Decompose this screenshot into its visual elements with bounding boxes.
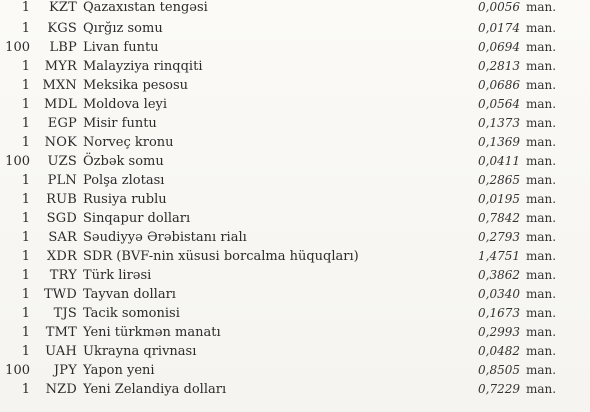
rate-value: 0,0564 (478, 97, 520, 111)
rate-value: 0,7842 (478, 211, 520, 225)
currency-code: SGD (46, 211, 77, 226)
rate-value: 0,0174 (478, 21, 520, 35)
rate-unit: man. (526, 192, 557, 206)
quantity: 1 (21, 0, 30, 15)
quantity: 1 (21, 268, 30, 283)
rate-unit: man. (526, 40, 557, 54)
currency-code: JPY (53, 363, 77, 378)
quantity: 1 (21, 249, 30, 264)
currency-name: Sinqapur dolları (83, 211, 191, 226)
currency-name: Türk lirəsi (83, 268, 152, 283)
currency-name: Norveç kronu (83, 135, 174, 150)
currency-name: Yapon yeni (83, 363, 155, 378)
rate-unit: man. (526, 382, 557, 396)
currency-code: LBP (49, 40, 77, 55)
table-row (0, 380, 590, 399)
currency-name: Qazaxıstan tengəsi (83, 0, 208, 15)
currency-code: RUB (46, 192, 77, 207)
currency-code: PLN (47, 173, 77, 188)
rate-unit: man. (526, 287, 557, 301)
quantity: 1 (21, 306, 30, 321)
currency-code: TMT (45, 325, 77, 340)
currency-code: TRY (49, 268, 77, 283)
currency-code: KZT (48, 0, 77, 15)
quantity: 100 (5, 363, 30, 378)
currency-code: UZS (47, 154, 77, 169)
table-row (0, 342, 590, 361)
currency-name: Polşa zlotası (83, 173, 165, 188)
rate-unit: man. (526, 78, 557, 92)
quantity: 1 (21, 192, 30, 207)
rate-unit: man. (526, 344, 557, 358)
rate-unit: man. (526, 59, 557, 73)
currency-name: Livan funtu (83, 40, 159, 55)
currency-name: SDR (BVF-nin xüsusi borcalma hüquqları) (83, 249, 359, 264)
currency-code: NZD (45, 382, 77, 397)
currency-name: Moldova leyi (83, 97, 168, 112)
rate-unit: man. (526, 325, 557, 339)
rate-unit: man. (526, 0, 557, 14)
quantity: 1 (21, 325, 30, 340)
currency-name: Rusiya rublu (83, 192, 167, 207)
table-row (0, 19, 590, 38)
quantity: 1 (21, 116, 30, 131)
table-row (0, 190, 590, 209)
table-row (0, 266, 590, 285)
rate-unit: man. (526, 154, 557, 168)
table-row (0, 323, 590, 342)
currency-code: MDL (44, 97, 77, 112)
currency-code: MXN (42, 78, 77, 93)
rate-value: 0,0195 (478, 192, 520, 206)
table-row (0, 304, 590, 323)
quantity: 100 (5, 40, 30, 55)
currency-name: Yeni Zelandiya dolları (83, 382, 227, 397)
rate-value: 0,0411 (478, 154, 520, 168)
rate-unit: man. (526, 135, 557, 149)
rate-unit: man. (526, 249, 557, 263)
quantity: 100 (5, 154, 30, 169)
rate-value: 0,0694 (478, 40, 520, 54)
quantity: 1 (21, 344, 30, 359)
quantity: 1 (21, 59, 30, 74)
rate-unit: man. (526, 230, 557, 244)
currency-code: UAH (45, 344, 77, 359)
rate-unit: man. (526, 268, 557, 282)
currency-code: SAR (48, 230, 77, 245)
rate-value: 0,0482 (478, 344, 520, 358)
currency-name: Səudiyyə Ərəbistanı rialı (83, 230, 247, 245)
currency-name: Misir funtu (83, 116, 157, 131)
table-row (0, 361, 590, 380)
table-row (0, 0, 590, 17)
currency-name: Yeni türkmən manatı (83, 325, 221, 340)
currency-code: XDR (46, 249, 77, 264)
table-row (0, 95, 590, 114)
currency-code: NOK (44, 135, 77, 150)
rate-unit: man. (526, 21, 557, 35)
rate-value: 0,2865 (478, 173, 520, 187)
rate-unit: man. (526, 97, 557, 111)
quantity: 1 (21, 21, 30, 36)
currency-code: EGP (47, 116, 77, 131)
table-row (0, 57, 590, 76)
rate-value: 0,0056 (478, 0, 520, 14)
table-row (0, 171, 590, 190)
table-row (0, 209, 590, 228)
currency-name: Meksika pesosu (83, 78, 189, 93)
rate-value: 0,1373 (478, 116, 520, 130)
rate-value: 1,4751 (478, 249, 520, 263)
currency-code: KGS (47, 21, 77, 36)
table-row (0, 152, 590, 171)
quantity: 1 (21, 382, 30, 397)
table-row (0, 38, 590, 57)
rate-value: 0,8505 (478, 363, 520, 377)
rate-value: 0,2813 (478, 59, 520, 73)
rate-unit: man. (526, 363, 557, 377)
table-row (0, 114, 590, 133)
currency-name: Ukrayna qrivnası (83, 344, 197, 359)
rate-unit: man. (526, 173, 557, 187)
rate-value: 0,1673 (478, 306, 520, 320)
rate-value: 0,2793 (478, 230, 520, 244)
rate-unit: man. (526, 211, 557, 225)
table-row (0, 76, 590, 95)
rate-value: 0,0340 (478, 287, 520, 301)
quantity: 1 (21, 97, 30, 112)
currency-code: TJS (53, 306, 77, 321)
table-row (0, 285, 590, 304)
quantity: 1 (21, 287, 30, 302)
quantity: 1 (21, 230, 30, 245)
table-row (0, 228, 590, 247)
currency-name: Özbək somu (83, 154, 164, 169)
rate-value: 0,1369 (478, 135, 520, 149)
quantity: 1 (21, 211, 30, 226)
table-row (0, 133, 590, 152)
currency-name: Tacik somonisi (83, 306, 180, 321)
currency-code: TWD (43, 287, 77, 302)
rate-unit: man. (526, 116, 557, 130)
rate-unit: man. (526, 306, 557, 320)
rate-value: 0,2993 (478, 325, 520, 339)
currency-code: MYR (44, 59, 77, 74)
currency-name: Qırğız somu (83, 21, 163, 36)
quantity: 1 (21, 135, 30, 150)
currency-name: Tayvan dolları (83, 287, 176, 302)
quantity: 1 (21, 78, 30, 93)
currency-name: Malayziya rinqqiti (83, 59, 203, 74)
quantity: 1 (21, 173, 30, 188)
table-row (0, 247, 590, 266)
rate-value: 0,0686 (478, 78, 520, 92)
rate-value: 0,3862 (478, 268, 520, 282)
rate-value: 0,7229 (478, 382, 520, 396)
